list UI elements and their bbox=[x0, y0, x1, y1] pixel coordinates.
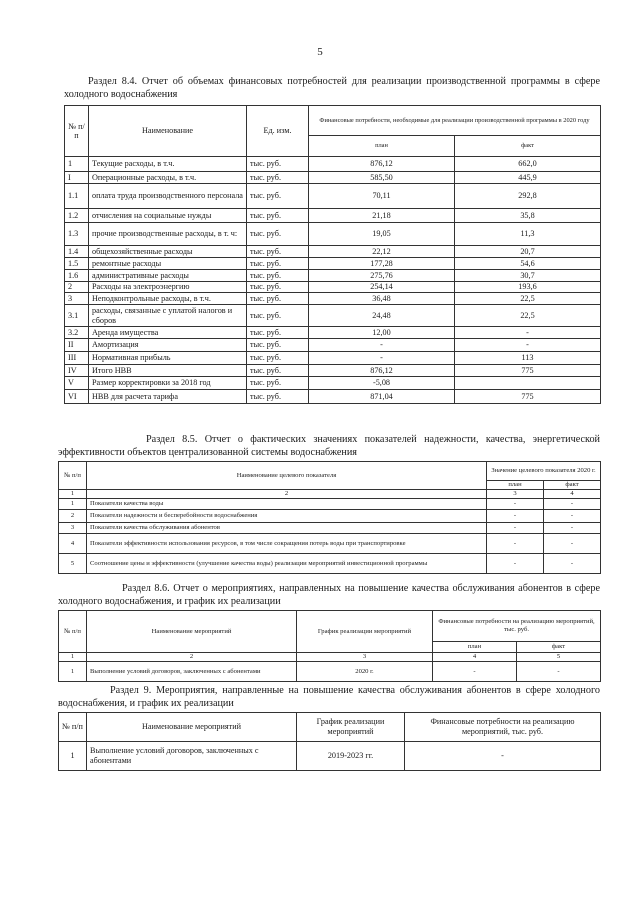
t3-col-1: 1 bbox=[59, 653, 87, 662]
measures-schedule-table bbox=[58, 712, 601, 771]
row-fact: - bbox=[544, 523, 601, 534]
row-plan: 275,76 bbox=[309, 270, 455, 282]
table-row bbox=[65, 339, 601, 352]
row-num: II bbox=[65, 339, 89, 352]
row-unit: тыс. руб. bbox=[247, 377, 309, 390]
section-8-6-title-text: Раздел 8.6. Отчет о мероприятиях, направленных на повышение качества обслуживания абонентов в сфере холодного водоснабжения, и график их реализации bbox=[58, 583, 600, 607]
table-row bbox=[65, 305, 601, 327]
row-name: отчисления на социальные нужды bbox=[89, 209, 247, 223]
table-row bbox=[65, 184, 601, 209]
table-row bbox=[59, 742, 601, 771]
table-row bbox=[65, 223, 601, 246]
row-plan: 70,11 bbox=[309, 184, 455, 209]
row-unit: тыс. руб. bbox=[247, 209, 309, 223]
row-num: 1 bbox=[65, 157, 89, 172]
t3-col-4: 4 bbox=[433, 653, 517, 662]
row-num: 1 bbox=[59, 662, 87, 682]
measures-report-table bbox=[58, 610, 601, 682]
section-9-title-text: Раздел 9. Мероприятия, направленные на повышение качества обслуживания абонентов в сфере холодного водоснабжения, и график их реализации bbox=[58, 685, 600, 709]
table-row bbox=[59, 554, 601, 574]
row-name: Неподконтрольные расходы, в т.ч. bbox=[89, 293, 247, 305]
row-fact: 22,5 bbox=[455, 305, 601, 327]
row-name: Показатели качества воды bbox=[87, 499, 487, 510]
row-fact: 35,8 bbox=[455, 209, 601, 223]
row-name: расходы, связанные с уплатой налогов и сборов bbox=[89, 305, 247, 327]
row-fact: 30,7 bbox=[455, 270, 601, 282]
row-plan: - bbox=[487, 534, 544, 554]
t2-col-2: 2 bbox=[87, 490, 487, 499]
header-fact: факт bbox=[455, 136, 601, 157]
header-financial-needs: Финансовые потребности, необходимые для реализации производственной программы в 2020 году bbox=[309, 106, 601, 136]
indicators-table bbox=[58, 461, 601, 574]
table-row bbox=[65, 258, 601, 270]
row-fact: - bbox=[544, 534, 601, 554]
t2-header-num: № п/п bbox=[59, 462, 87, 490]
row-num: 3 bbox=[59, 523, 87, 534]
row-fact: 54,6 bbox=[455, 258, 601, 270]
row-plan: - bbox=[309, 352, 455, 365]
row-plan: - bbox=[487, 523, 544, 534]
row-num: 2 bbox=[59, 510, 87, 523]
t4-header-num: № п/п bbox=[59, 713, 87, 742]
row-unit: тыс. руб. bbox=[247, 352, 309, 365]
table-row bbox=[65, 327, 601, 339]
table-row bbox=[65, 172, 601, 184]
row-fin: - bbox=[405, 742, 601, 771]
table-row bbox=[65, 352, 601, 365]
t3-header-fact: факт bbox=[517, 642, 601, 653]
row-name: Операционные расходы, в т.ч. bbox=[89, 172, 247, 184]
row-unit: тыс. руб. bbox=[247, 258, 309, 270]
financial-needs-body bbox=[65, 157, 601, 404]
t3-header-num: № п/п bbox=[59, 611, 87, 653]
row-unit: тыс. руб. bbox=[247, 327, 309, 339]
section-8-4-title bbox=[64, 76, 600, 101]
measures-schedule-body bbox=[59, 742, 601, 771]
section-9-title bbox=[58, 685, 600, 710]
table-row bbox=[65, 246, 601, 258]
row-fact: 113 bbox=[455, 352, 601, 365]
section-8-6-title bbox=[58, 583, 600, 608]
section-8-5-title-text: Раздел 8.5. Отчет о фактических значениях показателей надежности, качества, энергетической эффективности объектов централизованной системы водоснабжения bbox=[58, 434, 600, 458]
t4-header-schedule: График реализации мероприятий bbox=[297, 713, 405, 742]
indicators-body bbox=[59, 499, 601, 574]
row-unit: тыс. руб. bbox=[247, 184, 309, 209]
section-8-5-title bbox=[58, 434, 600, 459]
t4-header-name: Наименование мероприятий bbox=[87, 713, 297, 742]
row-unit: тыс. руб. bbox=[247, 282, 309, 293]
table-row bbox=[59, 662, 601, 682]
t3-header-name: Наименование мероприятий bbox=[87, 611, 297, 653]
t2-header-name: Наименование целевого показателя bbox=[87, 462, 487, 490]
t3-header-fin: Финансовые потребности на реализацию мероприятий, тыс. руб. bbox=[433, 611, 601, 642]
row-plan: 254,14 bbox=[309, 282, 455, 293]
row-unit: тыс. руб. bbox=[247, 270, 309, 282]
row-unit: тыс. руб. bbox=[247, 223, 309, 246]
t2-col-1: 1 bbox=[59, 490, 87, 499]
row-plan: 21,18 bbox=[309, 209, 455, 223]
row-fact: 22,5 bbox=[455, 293, 601, 305]
table-row bbox=[65, 270, 601, 282]
table-row bbox=[65, 157, 601, 172]
row-name: Размер корректировки за 2018 год bbox=[89, 377, 247, 390]
t3-header-plan: план bbox=[433, 642, 517, 653]
header-name: Наименование bbox=[89, 106, 247, 157]
row-num: 1 bbox=[59, 499, 87, 510]
row-plan: -5,08 bbox=[309, 377, 455, 390]
row-num: 1.6 bbox=[65, 270, 89, 282]
row-fact: 193,6 bbox=[455, 282, 601, 293]
row-plan: - bbox=[433, 662, 517, 682]
t2-header-value: Значение целевого показателя 2020 г. bbox=[487, 462, 601, 481]
section-8-4-title-text: Раздел 8.4. Отчет об объемах финансовых потребностей для реализации производственной программы в сфере холодного водоснабжения bbox=[64, 76, 600, 100]
row-num: IV bbox=[65, 365, 89, 377]
row-plan: - bbox=[309, 339, 455, 352]
table-row bbox=[65, 365, 601, 377]
row-unit: тыс. руб. bbox=[247, 246, 309, 258]
table-row bbox=[59, 523, 601, 534]
row-num: 1.3 bbox=[65, 223, 89, 246]
row-name: общехозяйственные расходы bbox=[89, 246, 247, 258]
row-num: 3.2 bbox=[65, 327, 89, 339]
table-row bbox=[65, 377, 601, 390]
row-name: прочие производственные расходы, в т. ч: bbox=[89, 223, 247, 246]
row-name: Расходы на электроэнергию bbox=[89, 282, 247, 293]
row-plan: 871,04 bbox=[309, 390, 455, 404]
row-unit: тыс. руб. bbox=[247, 365, 309, 377]
t2-header-plan: план bbox=[487, 481, 544, 490]
table-row bbox=[59, 534, 601, 554]
row-schedule: 2019-2023 гг. bbox=[297, 742, 405, 771]
row-plan: 19,05 bbox=[309, 223, 455, 246]
t3-col-5: 5 bbox=[517, 653, 601, 662]
row-name: оплата труда производственного персонала bbox=[89, 184, 247, 209]
row-fact: 445,9 bbox=[455, 172, 601, 184]
row-name: Аренда имущества bbox=[89, 327, 247, 339]
row-num: I bbox=[65, 172, 89, 184]
row-fact bbox=[455, 377, 601, 390]
row-name: Итого НВВ bbox=[89, 365, 247, 377]
t2-col-3: 3 bbox=[487, 490, 544, 499]
row-name: Нормативная прибыль bbox=[89, 352, 247, 365]
row-fact: - bbox=[544, 554, 601, 574]
table-row bbox=[65, 390, 601, 404]
row-num: V bbox=[65, 377, 89, 390]
row-plan: 24,48 bbox=[309, 305, 455, 327]
t3-header-schedule: График реализации мероприятий bbox=[297, 611, 433, 653]
financial-needs-table bbox=[64, 105, 601, 404]
t3-col-3: 3 bbox=[297, 653, 433, 662]
table-row bbox=[59, 499, 601, 510]
row-num: 5 bbox=[59, 554, 87, 574]
row-name: Выполнение условий договоров, заключенных с абонентами bbox=[87, 662, 297, 682]
row-num: 3 bbox=[65, 293, 89, 305]
row-name: Соотношение цены и эффективности (улучшение качества воды) реализации мероприятий инвестиционной программы bbox=[87, 554, 487, 574]
row-num: 1.2 bbox=[65, 209, 89, 223]
row-plan: 36,48 bbox=[309, 293, 455, 305]
row-fact: - bbox=[455, 327, 601, 339]
table-row bbox=[59, 510, 601, 523]
row-fact: 292,8 bbox=[455, 184, 601, 209]
row-fact: - bbox=[517, 662, 601, 682]
row-num: 1 bbox=[59, 742, 87, 771]
table-row bbox=[65, 209, 601, 223]
row-fact: 20,7 bbox=[455, 246, 601, 258]
row-num: 1.4 bbox=[65, 246, 89, 258]
row-num: 1.1 bbox=[65, 184, 89, 209]
row-schedule: 2020 г. bbox=[297, 662, 433, 682]
row-name: НВВ для расчета тарифа bbox=[89, 390, 247, 404]
row-name: административные расходы bbox=[89, 270, 247, 282]
row-plan: 12,00 bbox=[309, 327, 455, 339]
row-fact: - bbox=[544, 499, 601, 510]
row-name: Амортизация bbox=[89, 339, 247, 352]
row-unit: тыс. руб. bbox=[247, 390, 309, 404]
row-name: Выполнение условий договоров, заключенных с абонентами bbox=[87, 742, 297, 771]
measures-report-body bbox=[59, 662, 601, 682]
t2-col-4: 4 bbox=[544, 490, 601, 499]
row-plan: 177,28 bbox=[309, 258, 455, 270]
row-name: Показатели эффективности использования ресурсов, в том числе сокращения потерь воды при транспортировке bbox=[87, 534, 487, 554]
row-name: Показатели качества обслуживания абонентов bbox=[87, 523, 487, 534]
row-unit: тыс. руб. bbox=[247, 157, 309, 172]
row-num: 3.1 bbox=[65, 305, 89, 327]
row-fact: - bbox=[455, 339, 601, 352]
row-num: 1.5 bbox=[65, 258, 89, 270]
row-fact: 11,3 bbox=[455, 223, 601, 246]
row-unit: тыс. руб. bbox=[247, 293, 309, 305]
row-fact: 662,0 bbox=[455, 157, 601, 172]
row-plan: - bbox=[487, 499, 544, 510]
header-unit: Ед. изм. bbox=[247, 106, 309, 157]
row-num: 4 bbox=[59, 534, 87, 554]
page-number: 5 bbox=[317, 46, 323, 58]
row-num: 2 bbox=[65, 282, 89, 293]
row-num: VI bbox=[65, 390, 89, 404]
row-name: Текущие расходы, в т.ч. bbox=[89, 157, 247, 172]
table-row bbox=[65, 293, 601, 305]
row-name: Показатели надежности и бесперебойности водоснабжения bbox=[87, 510, 487, 523]
row-plan: - bbox=[487, 554, 544, 574]
row-fact: 775 bbox=[455, 365, 601, 377]
row-plan: 22,12 bbox=[309, 246, 455, 258]
row-unit: тыс. руб. bbox=[247, 172, 309, 184]
row-num: III bbox=[65, 352, 89, 365]
row-plan: 876,12 bbox=[309, 365, 455, 377]
t4-header-fin: Финансовые потребности на реализацию мероприятий, тыс. руб. bbox=[405, 713, 601, 742]
row-unit: тыс. руб. bbox=[247, 339, 309, 352]
row-fact: 775 bbox=[455, 390, 601, 404]
t3-col-2: 2 bbox=[87, 653, 297, 662]
row-unit: тыс. руб. bbox=[247, 305, 309, 327]
table-row bbox=[65, 282, 601, 293]
row-fact: - bbox=[544, 510, 601, 523]
t2-header-fact: факт bbox=[544, 481, 601, 490]
row-plan: 585,50 bbox=[309, 172, 455, 184]
header-plan: план bbox=[309, 136, 455, 157]
row-plan: 876,12 bbox=[309, 157, 455, 172]
row-plan: - bbox=[487, 510, 544, 523]
row-name: ремонтные расходы bbox=[89, 258, 247, 270]
header-num: № п/п bbox=[65, 106, 89, 157]
